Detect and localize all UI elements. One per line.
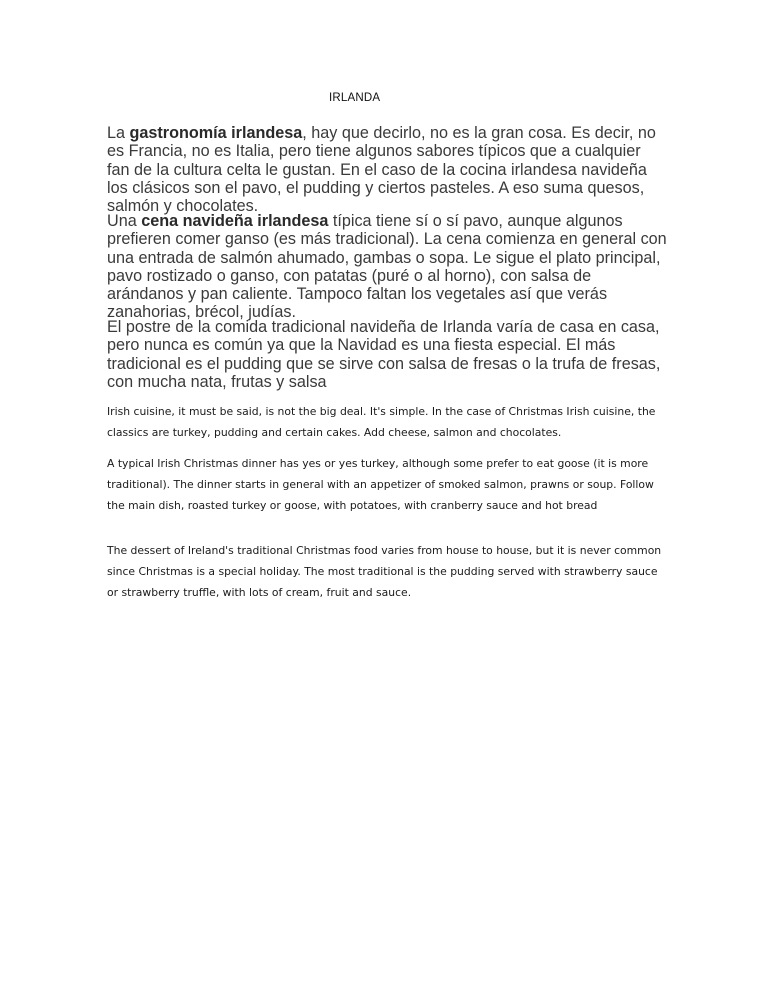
bold-phrase: gastronomía irlandesa — [129, 124, 303, 142]
bold-phrase: cena navideña irlandesa — [141, 212, 329, 230]
spanish-paragraph-1 — [107, 124, 667, 215]
english-paragraph-2: A typical Irish Christmas dinner has yes or yes turkey, although some prefer to eat goose (it is more traditional). The dinner starts in general with an appetizer of smoked salmon, prawns or soup. Follow the main dish, roasted turkey or goose, with potatoes, with cranberry sauce and hot bread — [107, 457, 654, 512]
page-title: IRLANDA — [329, 92, 381, 104]
spanish-paragraph-3: El postre de la comida tradicional navideña de Irlanda varía de casa en casa, pero nunca es común ya que la Navidad es una fiesta especial. El más tradicional es el pudding que se sirve con salsa de fresas o la trufa de fresas, con mucha nata, frutas y salsa — [107, 318, 661, 391]
paragraph-text: Una — [107, 212, 142, 230]
english-paragraph-1: Irish cuisine, it must be said, is not the big deal. It's simple. In the case of Christmas Irish cuisine, the classics are turkey, pudding and certain cakes. Add cheese, salmon and chocolates. — [107, 405, 656, 439]
paragraph-text: La — [107, 124, 130, 142]
paragraph-text: , hay que decirlo, no es la gran cosa. Es decir, no es Francia, no es Italia, pero tiene algunos sabores típicos que a cualquier fan de la cultura celta le gustan. En el caso de la cocina irlandesa navideña los clásicos son el pavo, el pudding y ciertos pasteles. A eso suma quesos, salmón y chocolates. — [107, 124, 656, 216]
english-paragraph-3: The dessert of Ireland's traditional Christmas food varies from house to house, but it is never common since Christmas is a special holiday. The most traditional is the pudding served with strawberry sauce or strawberry truffle, with lots of cream, fruit and sauce. — [107, 544, 662, 599]
paragraph-text: típica tiene sí o sí pavo, aunque algunos prefieren comer ganso (es más tradicional). La cena comienza en general con una entrada de salmón ahumado, gambas o sopa. Le sigue el plato principal, pavo rostizado o ganso, con patatas (puré o al horno), con salsa de arándanos y pan caliente. Tampoco faltan los vegetales así que verás zanahorias, brécol, judías. — [107, 212, 667, 322]
spanish-paragraph-2 — [107, 212, 667, 322]
